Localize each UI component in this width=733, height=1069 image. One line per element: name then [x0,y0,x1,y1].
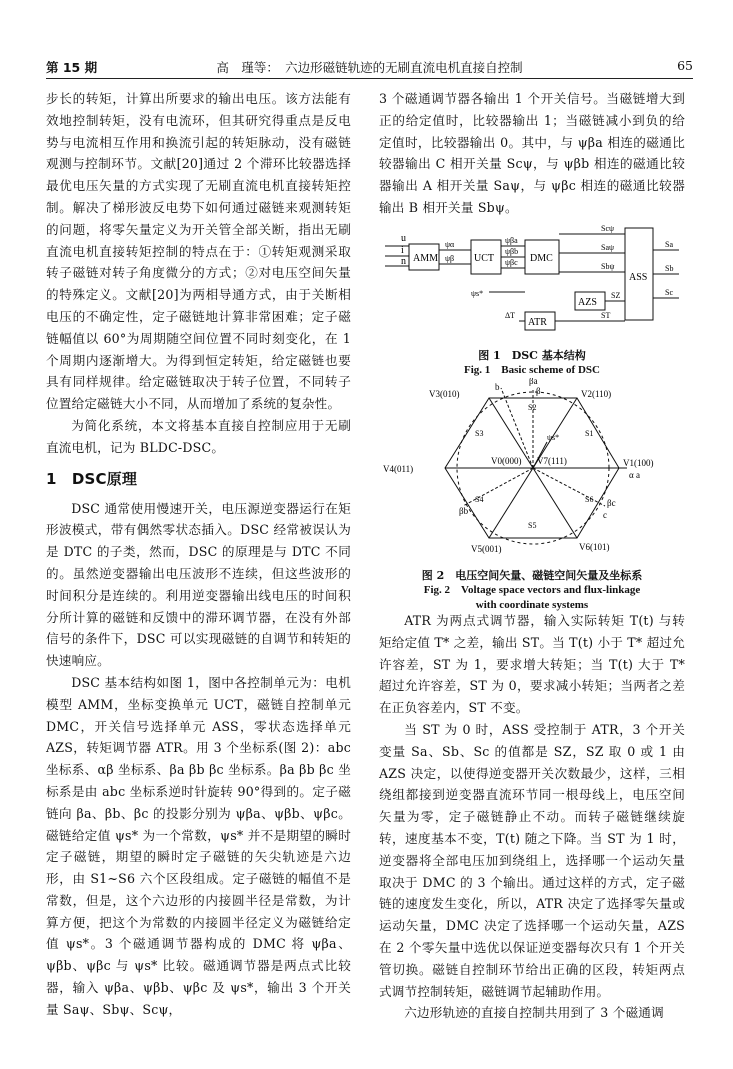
label-beta-a: βa [529,378,538,386]
label-v3: V3(010) [429,389,460,399]
label-sa: Sa [665,240,673,249]
figure-1-caption-cn: 图 1 DSC 基本结构 [478,349,586,362]
figure-2-caption-en: Fig. 2 Voltage space vectors and flux-linkage [423,584,641,596]
label-beta-c: βc [607,498,616,508]
running-header [46,56,693,79]
label-n: n [401,256,406,267]
label-b: b [495,382,500,392]
label-sz: SZ [611,291,621,300]
paragraph: 3 个磁通调节器各输出 1 个开关信号。当磁链增大到正的给定值时，比较器输出 1；当磁链减小到负的给定值时，比较器输出 0。其中，与 ψβa 相连的磁通比较器输出 C 相开关量 Scψ，与 ψβb 相连的磁通比较器输出 A 相开关量 Saψ，与 ψβc 相连的磁通比较器输出 B 相开关量 Sbψ。 [379,91,685,215]
paragraph: 六边形轨迹的直接自控制共用到了 3 个磁通调 [404,1005,664,1021]
figure-1 [379,220,685,378]
label-s6: S6 [585,495,594,504]
label-psi-ba: ψβa [505,236,518,245]
label-s2: S2 [528,403,537,412]
label-delta-t: ΔT [505,311,516,320]
figure-2 [379,378,685,613]
label-v6: V6(101) [579,542,610,552]
label-psi-bc: ψβc [505,258,518,267]
label-amm: AMM [413,253,439,264]
section-heading: 1 DSC原理 [46,469,138,488]
label-sb: Sb [665,264,674,273]
label-psi-beta: ψβ [445,254,455,263]
right-column-bottom [379,610,685,1024]
page-number: 65 [677,58,693,73]
running-title: 高 瑾等： 六边形磁链轨迹的无刷直流电机直接自控制 [216,60,523,75]
label-ass: ASS [629,272,648,283]
label-v4: V4(011) [383,464,414,474]
paragraph: 当 ST 为 0 时，ASS 受控制于 ATR，3 个开关变量 Sa、Sb、Sc 的值都是 SZ，SZ 取 0 或 1 由 AZS 决定，以使得逆变器开关次数最少，这样，三相绕组都接到逆变器直流环节同一根母线上，电压空间矢量为零，定子磁链静止不动。而转子磁链继续旋转，速度基本不变，T(t) 随之下降。当 ST 为 1 时，逆变器将全部电压加到绕组上，选择哪一个运动矢量取决于 DMC 的 3 个输出。通过这样的方式，定子磁链的速度发生变化，所以，ATR 决定了选择零矢量或运动矢量，DMC 决定了选择哪一个运动矢量，AZS 在 2 个零矢量中选优以保证逆变器每次只有 1 个开关管切换。磁链自控制环节给出正确的区段，转矩两点式调节控制转矩，磁链调节起辅助作用。 [379,721,685,999]
label-dmc: DMC [530,253,553,264]
paragraph: DSC 基本结构如图 1，图中各控制单元为：电机模型 AMM，坐标变换单元 UCT，磁链自控制单元 DMC，开关信号选择单元 ASS，零状态选择单元 AZS，转矩调节器 ATR。用 3 个坐标系(图 2)：abc 坐标系、αβ 坐标系、βa βb βc 坐标系。βa βb βc 坐标系是由 abc 坐标系逆时针旋转 90°得到的。定子磁链向 βa、βb、βc 的投影分别为 ψβa、ψβb、ψβc。磁链给定值 ψs* 为一个常数，ψs* 并不是期望的瞬时定子磁链，期望的瞬时定子磁链的矢尖轨迹是六边形，由 S1~S6 六个区段组成。定子磁链的幅值不是常数，但是，这个六边形的内接圆半径是常数，为计算方便，把这个为常数的内接圆半径定义为磁链给定值 ψs*。3 个磁通调节器构成的 DMC 将 ψβa、ψβb、ψβc 与 ψs* 比较。磁通调节器是两点式比较器，输入 ψβa、ψβb、ψβc 及 ψs*，输出 3 个开关量 Saψ、Sbψ、Scψ， [46,674,351,1017]
label-s5: S5 [528,521,537,530]
left-column [46,88,351,1021]
label-psi-s: ψs* [547,433,560,442]
label-s3: S3 [475,429,484,438]
label-s4: S4 [475,495,484,504]
paragraph: ATR 为两点式调节器，输入实际转矩 T(t) 与转矩给定值 T* 之差，输出 ST。当 T(t) 小于 T* 超过允许容差，ST 为 1，要求增大转矩；当 T(t) 大于 T* 超过允许容差，ST 为 0，要求减小转矩；当两者之差在正负容差内，ST 不变。 [379,613,685,716]
label-v5: V5(001) [471,544,502,554]
label-v0: V0(000) [491,456,522,466]
label-uct: UCT [474,253,494,264]
voltage-vector-diagram [379,378,685,560]
label-psi-ref: ψs* [471,289,484,298]
label-c: c [603,510,607,520]
right-column-top [379,88,685,219]
figure-2-caption-cn: 图 2 电压空间矢量、磁链空间矢量及坐标系 [421,569,643,582]
label-v7: V7(111) [537,456,567,466]
label-sa-psi: Saψ [601,243,615,252]
paragraph: DSC 通常使用慢速开关，电压源逆变器运行在矩形波模式，带有偶然零状态插入。DSC 经常被误认为是 DTC 的子类，然而，DSC 的原理是与 DTC 不同的。虽然逆变器输出电压波形不连续，但这些波形的时间积分是连续的。利用逆变器输出线电压的时间积分所计算的磁链和反馈中的滞环调节器，在没有外部信号的条件下，DSC 可以实现磁链的自调节和转矩的快速响应。 [46,500,351,669]
label-v2: V2(110) [581,389,612,399]
dsc-block-diagram [379,220,685,342]
label-st: ST [601,311,611,320]
paragraph: 为简化系统，本文将基本直接自控制应用于无刷直流电机，记为 BLDC-DSC。 [46,417,351,455]
label-u: u [401,233,406,244]
label-i: i [401,245,404,256]
figure-1-caption-en: Fig. 1 Basic scheme of DSC [464,364,600,376]
label-psi-alpha: ψα [445,240,455,249]
label-sc-psi: Scψ [601,224,615,233]
issue-number: 第 15 期 [46,60,98,75]
label-atr: ATR [528,317,547,328]
label-sc: Sc [665,288,673,297]
paragraph: 步长的转矩，计算出所要求的输出电压。该方法能有效地控制转矩，没有电流环，但其研究得重点是反电势与电流相互作用和换流引起的转矩脉动，没有磁链观测与控制环节。文献[20]通过 2 个滞环比较器选择最优电压矢量的方式实现了无刷直流电机直接转矩控制。解决了梯形波反电势下如何通过磁链来观测转矩的问题，将零矢量定义为开关管全部关断，指出无刷直流电机直接转矩控制的特点在于：①转矩观测采取转子磁链对转子角度微分的方式；②对电压空间矢量的特殊定义。文献[20]为两相导通方式，由于关断相电压的不确定性，定子磁链地计算非常困难；定子磁链幅值以 60°为周期随空间位置不同时刻变化，在 1 个周期内逐渐增大。为得到恒定转矩，给定磁链也要具有同样规律。给定磁链取决于转子位置，不同转子位置给定磁链大小不同，从而增加了系统的复杂性。 [46,91,351,412]
label-beta: β [536,386,541,396]
label-beta-b: βb [459,506,469,516]
label-v1: V1(100) [623,458,654,468]
label-s1: S1 [585,429,594,438]
figure-2-caption-en-2: with coordinate systems [475,599,589,611]
label-psi-bb: ψβb [505,247,519,256]
label-alpha-a: α a [629,470,640,480]
label-azs: AZS [578,297,597,308]
label-sb-psi: Sbψ [601,262,615,271]
